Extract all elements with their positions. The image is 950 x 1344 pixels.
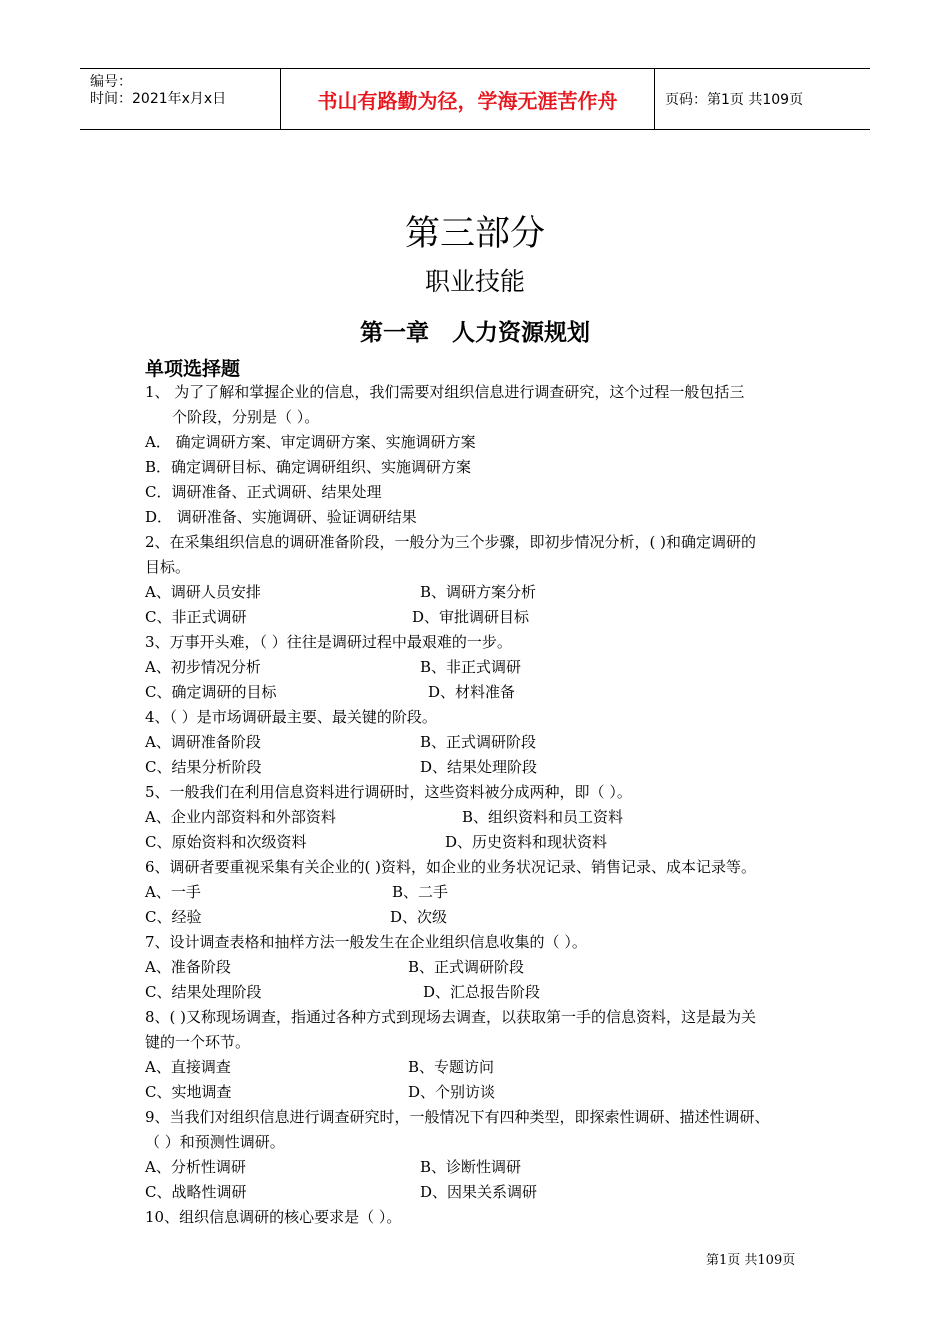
option: B．确定调研目标、确定调研组织、实施调研方案 xyxy=(145,458,472,476)
section-title: 单项选择题 xyxy=(145,358,241,380)
option: B、诊断性调研 xyxy=(420,1158,522,1176)
question-9: 9、当我们对组织信息进行调查研究时，一般情况下有四种类型，即探索性调研、描述性调研、 xyxy=(145,1108,770,1126)
option: D、个别访谈 xyxy=(408,1083,496,1101)
option: C、确定调研的目标 xyxy=(145,683,277,701)
question-10: 10、组织信息调研的核心要求是（ ）。 xyxy=(145,1208,402,1226)
option: C、结果处理阶段 xyxy=(145,983,262,1001)
option: D、次级 xyxy=(390,908,448,926)
option: C、经验 xyxy=(145,908,202,926)
option: A． 确定调研方案、审定调研方案、实施调研方案 xyxy=(145,433,476,451)
option: B、二手 xyxy=(392,883,449,901)
question-2: 2、在采集组织信息的调研准备阶段，一般分为三个步骤，即初步情况分析，( )和确定调研的 xyxy=(145,533,757,551)
question-9-cont: （ ）和预测性调研。 xyxy=(145,1133,285,1151)
option: C、原始资料和次级资料 xyxy=(145,833,307,851)
question-3: 3、万事开头难，（ ）往往是调研过程中最艰难的一步。 xyxy=(145,633,512,651)
header-page-info: 页码：第1页 共109页 xyxy=(665,92,804,108)
option: D、汇总报告阶段 xyxy=(423,983,541,1001)
question-1-cont: 个阶段，分别是（ ）。 xyxy=(172,408,320,426)
question-8: 8、( )又称现场调查，指通过各种方式到现场去调查，以获取第一手的信息资料，这是最为关 xyxy=(145,1008,757,1026)
option: A、初步情况分析 xyxy=(145,658,261,676)
option: B、正式调研阶段 xyxy=(420,733,537,751)
option: C、非正式调研 xyxy=(145,608,247,626)
question-5: 5、一般我们在利用信息资料进行调研时，这些资料被分成两种，即（ ）。 xyxy=(145,783,632,801)
question-1: 1、 为了了解和掌握企业的信息，我们需要对组织信息进行调查研究，这个过程一般包括三 xyxy=(145,383,745,401)
option: B、非正式调研 xyxy=(420,658,522,676)
page-footer: 第1页 共109页 xyxy=(706,1253,796,1268)
option: D、因果关系调研 xyxy=(420,1183,538,1201)
option: A、分析性调研 xyxy=(145,1158,246,1176)
option: C．调研准备、正式调研、结果处理 xyxy=(145,483,382,501)
option: B、调研方案分析 xyxy=(420,583,537,601)
page-header xyxy=(80,68,870,130)
option: B、组织资料和员工资料 xyxy=(462,808,624,826)
question-6: 6、调研者要重视采集有关企业的( )资料，如企业的业务状况记录、销售记录、成本记录等。 xyxy=(145,858,757,876)
option: A、直接调查 xyxy=(145,1058,231,1076)
header-meta xyxy=(80,69,281,129)
chapter-title: 第一章 人力资源规划 xyxy=(360,320,590,346)
option: A、准备阶段 xyxy=(145,958,231,976)
option: D、材料准备 xyxy=(428,683,516,701)
option: A、调研人员安排 xyxy=(145,583,261,601)
option: D、结果处理阶段 xyxy=(420,758,538,776)
option: C、战略性调研 xyxy=(145,1183,247,1201)
option: B、专题访问 xyxy=(408,1058,495,1076)
question-8-cont: 键的一个环节。 xyxy=(145,1033,251,1051)
part-title: 第三部分 xyxy=(404,214,545,254)
option: D、审批调研目标 xyxy=(412,608,530,626)
option: B、正式调研阶段 xyxy=(408,958,525,976)
option: C、实地调查 xyxy=(145,1083,232,1101)
question-2-cont: 目标。 xyxy=(145,558,191,576)
number-label: 编号： xyxy=(90,74,132,90)
option: D． 调研准备、实施调研、验证调研结果 xyxy=(145,508,417,526)
option: D、历史资料和现状资料 xyxy=(445,833,608,851)
question-4: 4、（ ）是市场调研最主要、最关键的阶段。 xyxy=(145,708,437,726)
time-label: 时间：2021年x月x日 xyxy=(90,91,227,107)
option: C、结果分析阶段 xyxy=(145,758,262,776)
question-7: 7、设计调查表格和抽样方法一般发生在企业组织信息收集的（ ）。 xyxy=(145,933,587,951)
option: A、企业内部资料和外部资料 xyxy=(145,808,336,826)
option: A、一手 xyxy=(145,883,201,901)
part-subtitle: 职业技能 xyxy=(424,267,525,296)
option: A、调研准备阶段 xyxy=(145,733,261,751)
header-motto: 书山有路勤为径，学海无涯苦作舟 xyxy=(281,69,655,129)
